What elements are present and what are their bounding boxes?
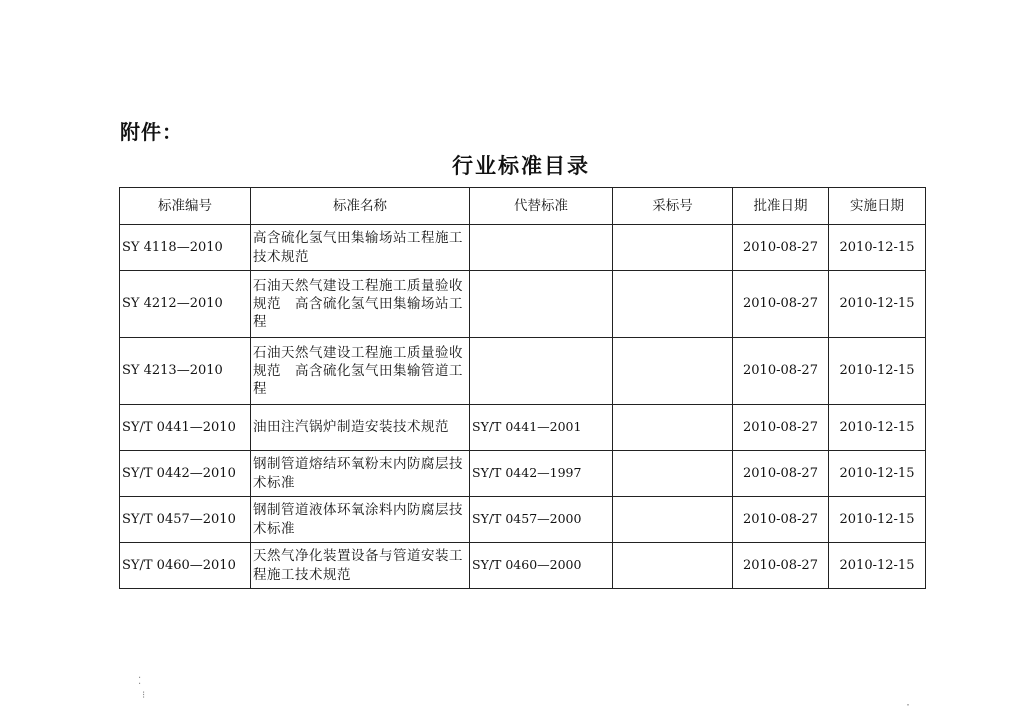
cell-effective-date: 2010-12-15 (829, 225, 926, 271)
cell-standard-code: SY/T 0457—2010 (120, 497, 251, 543)
cell-approval-date: 2010-08-27 (733, 405, 829, 451)
table-row (120, 338, 926, 405)
header-replaced-standard: 代替标准 (470, 188, 613, 225)
cell-adopted-standard (613, 225, 733, 271)
cell-replaced-standard (470, 225, 613, 271)
cell-standard-name: 天然气净化装置设备与管道安装工程施工技术规范 (251, 543, 470, 589)
scan-noise-mark: ⁝ (142, 690, 146, 701)
cell-replaced-standard: SY/T 0442—1997 (470, 451, 613, 497)
cell-approval-date: 2010-08-27 (733, 543, 829, 589)
cell-approval-date: 2010-08-27 (733, 497, 829, 543)
cell-approval-date: 2010-08-27 (733, 271, 829, 338)
cell-replaced-standard: SY/T 0457—2000 (470, 497, 613, 543)
cell-replaced-standard: SY/T 0441—2001 (470, 405, 613, 451)
table-row (120, 271, 926, 338)
document-title: 行业标准目录 (452, 154, 590, 178)
cell-standard-name: 油田注汽锅炉制造安装技术规范 (251, 405, 470, 451)
cell-replaced-standard (470, 271, 613, 338)
table-header-row (120, 188, 926, 225)
cell-adopted-standard (613, 271, 733, 338)
cell-effective-date: 2010-12-15 (829, 271, 926, 338)
cell-adopted-standard (613, 451, 733, 497)
cell-effective-date: 2010-12-15 (829, 451, 926, 497)
header-standard-name: 标准名称 (251, 188, 470, 225)
cell-replaced-standard: SY/T 0460—2000 (470, 543, 613, 589)
cell-replaced-standard (470, 338, 613, 405)
cell-adopted-standard (613, 497, 733, 543)
scan-noise-mark: ⁚ (138, 676, 142, 687)
cell-approval-date: 2010-08-27 (733, 225, 829, 271)
table-row (120, 225, 926, 271)
cell-standard-code: SY 4213—2010 (120, 338, 251, 405)
header-standard-code: 标准编号 (120, 188, 251, 225)
scan-noise-mark: · (905, 700, 912, 711)
cell-adopted-standard (613, 405, 733, 451)
cell-effective-date: 2010-12-15 (829, 338, 926, 405)
cell-approval-date: 2010-08-27 (733, 451, 829, 497)
cell-standard-code: SY 4118—2010 (120, 225, 251, 271)
cell-standard-name: 石油天然气建设工程施工质量验收规范 高含硫化氢气田集输管道工程 (251, 338, 470, 405)
attachment-label: 附件： (120, 120, 183, 144)
header-effective-date: 实施日期 (829, 188, 926, 225)
cell-standard-code: SY/T 0442—2010 (120, 451, 251, 497)
cell-effective-date: 2010-12-15 (829, 543, 926, 589)
cell-standard-name: 钢制管道熔结环氧粉末内防腐层技术标准 (251, 451, 470, 497)
cell-standard-code: SY/T 0460—2010 (120, 543, 251, 589)
cell-standard-name: 高含硫化氢气田集输场站工程施工技术规范 (251, 225, 470, 271)
header-approval-date: 批准日期 (733, 188, 829, 225)
standards-table (119, 187, 926, 589)
cell-adopted-standard (613, 338, 733, 405)
table-row (120, 451, 926, 497)
cell-effective-date: 2010-12-15 (829, 497, 926, 543)
cell-approval-date: 2010-08-27 (733, 338, 829, 405)
table-row (120, 543, 926, 589)
header-adopted-standard: 采标号 (613, 188, 733, 225)
table-row (120, 405, 926, 451)
cell-standard-code: SY 4212—2010 (120, 271, 251, 338)
cell-standard-name: 石油天然气建设工程施工质量验收规范 高含硫化氢气田集输场站工程 (251, 271, 470, 338)
cell-adopted-standard (613, 543, 733, 589)
table-row (120, 497, 926, 543)
cell-standard-name: 钢制管道液体环氧涂料内防腐层技术标准 (251, 497, 470, 543)
cell-standard-code: SY/T 0441—2010 (120, 405, 251, 451)
cell-effective-date: 2010-12-15 (829, 405, 926, 451)
